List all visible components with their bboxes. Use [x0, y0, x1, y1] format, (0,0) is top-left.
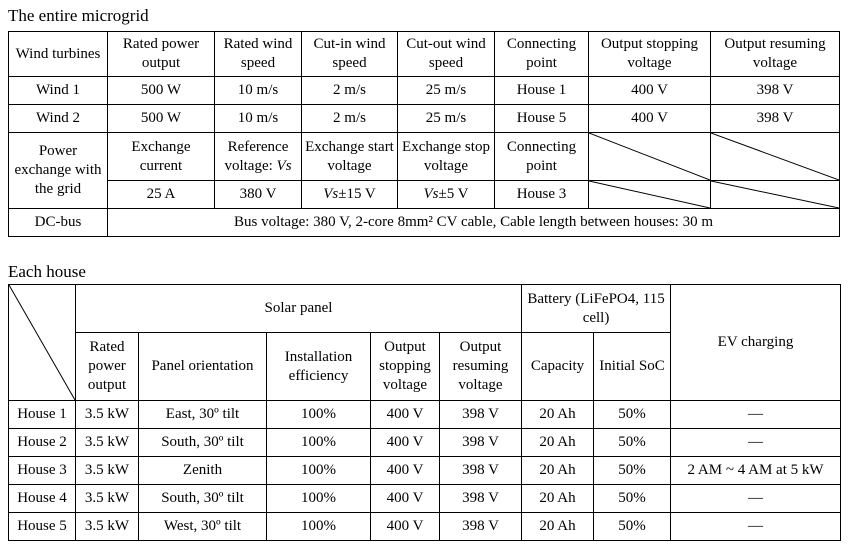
cell: 100% — [267, 429, 371, 457]
cell: House 5 — [9, 513, 76, 541]
cell: House 1 — [9, 401, 76, 429]
cell: 400 V — [371, 513, 440, 541]
microgrid-title: The entire microgrid — [8, 6, 149, 25]
house-row — [9, 457, 841, 485]
house-row — [9, 429, 841, 457]
house-table — [8, 284, 841, 541]
subheader-cell: Initial SoC — [594, 333, 671, 401]
cell: House 3 — [495, 181, 589, 209]
header-cell: Connecting point — [495, 133, 589, 181]
cell: — — [671, 401, 841, 429]
cell: 100% — [267, 485, 371, 513]
cell: 400 V — [371, 485, 440, 513]
cell: 380 V — [215, 181, 302, 209]
empty-slash-cell — [589, 181, 711, 209]
house-title: Each house — [8, 262, 86, 281]
ev-charging-header: EV charging — [671, 285, 841, 401]
diagonal-line — [589, 181, 710, 208]
diagonal-line — [589, 133, 710, 180]
header-cell: Exchange start voltage — [302, 133, 398, 181]
wind-row — [9, 77, 840, 105]
empty-slash-cell — [589, 133, 711, 181]
cell: 398 V — [440, 429, 522, 457]
house-row — [9, 513, 841, 541]
header-cell: Connecting point — [495, 32, 589, 77]
header-cell: Cut-in wind speed — [302, 32, 398, 77]
header-cell: Exchange stop voltage — [398, 133, 495, 181]
cell: Zenith — [139, 457, 267, 485]
cell: 500 W — [108, 77, 215, 105]
cell: 25 m/s — [398, 77, 495, 105]
header-cell: Exchange current — [108, 133, 215, 181]
diagonal-line — [711, 133, 839, 180]
cell: East, 30º tilt — [139, 401, 267, 429]
cell: Wind 2 — [9, 105, 108, 133]
subheader-cell: Output resuming voltage — [440, 333, 522, 401]
cell: — — [671, 485, 841, 513]
cell: 10 m/s — [215, 105, 302, 133]
subheader-cell: Output stopping voltage — [371, 333, 440, 401]
cell: 20 Ah — [522, 429, 594, 457]
header-cell: Output resuming voltage — [711, 32, 840, 77]
cell: 2 AM ~ 4 AM at 5 kW — [671, 457, 841, 485]
grid-value-row — [9, 181, 840, 209]
cell: 50% — [594, 513, 671, 541]
vs-symbol: Vs — [423, 186, 439, 202]
cell: 398 V — [711, 105, 840, 133]
cell: 20 Ah — [522, 513, 594, 541]
cell: 400 V — [371, 429, 440, 457]
grid-label: Power exchange with the grid — [9, 133, 108, 209]
empty-slash-cell — [711, 133, 840, 181]
cell: 25 m/s — [398, 105, 495, 133]
cell: — — [671, 429, 841, 457]
cell: 398 V — [440, 401, 522, 429]
cell: House 2 — [9, 429, 76, 457]
cell: House 3 — [9, 457, 76, 485]
cell: South, 30º tilt — [139, 429, 267, 457]
cell: 400 V — [371, 401, 440, 429]
empty-slash-cell — [711, 181, 840, 209]
diagonal-line — [711, 181, 839, 208]
cell: 20 Ah — [522, 401, 594, 429]
dcbus-value: Bus voltage: 380 V, 2-core 8mm² CV cable, Cable length between houses: 30 m — [108, 209, 840, 237]
cell: Wind 1 — [9, 77, 108, 105]
cell — [398, 181, 495, 209]
cell: House 5 — [495, 105, 589, 133]
cell: 20 Ah — [522, 457, 594, 485]
dcbus-label: DC-bus — [9, 209, 108, 237]
cell: 398 V — [711, 77, 840, 105]
cell: South, 30º tilt — [139, 485, 267, 513]
cell: 100% — [267, 457, 371, 485]
microgrid-table — [8, 31, 840, 237]
cell: 3.5 kW — [76, 513, 139, 541]
cell: 2 m/s — [302, 77, 398, 105]
battery-header: Battery (LiFePO4, 115 cell) — [522, 285, 671, 333]
header-cell: Cut-out wind speed — [398, 32, 495, 77]
grid-header-row — [9, 133, 840, 181]
cell: 100% — [267, 401, 371, 429]
house-header-row — [9, 285, 841, 333]
wind-row — [9, 105, 840, 133]
house-row — [9, 401, 841, 429]
house-row — [9, 485, 841, 513]
cell: House 1 — [495, 77, 589, 105]
cell: 10 m/s — [215, 77, 302, 105]
header-cell — [215, 133, 302, 181]
cell: 50% — [594, 457, 671, 485]
solar-panel-header: Solar panel — [76, 285, 522, 333]
subheader-cell: Installation efficiency — [267, 333, 371, 401]
subheader-cell: Capacity — [522, 333, 594, 401]
cell: 50% — [594, 429, 671, 457]
cell: 3.5 kW — [76, 401, 139, 429]
vs-symbol: Vs — [323, 186, 339, 202]
cell: 50% — [594, 401, 671, 429]
header-cell: Rated power output — [108, 32, 215, 77]
subheader-cell: Rated power output — [76, 333, 139, 401]
cell: 3.5 kW — [76, 485, 139, 513]
cell: 50% — [594, 485, 671, 513]
cell: 20 Ah — [522, 485, 594, 513]
header-cell: Wind turbines — [9, 32, 108, 77]
cell: — — [671, 513, 841, 541]
cell: 3.5 kW — [76, 429, 139, 457]
cell: House 4 — [9, 485, 76, 513]
dcbus-row — [9, 209, 840, 237]
cell: West, 30º tilt — [139, 513, 267, 541]
cell: 400 V — [589, 77, 711, 105]
header-cell: Rated wind speed — [215, 32, 302, 77]
microgrid-header-row — [9, 32, 840, 77]
start-tolerance: ±15 V — [338, 186, 376, 202]
cell: 2 m/s — [302, 105, 398, 133]
cell: 400 V — [371, 457, 440, 485]
corner-slash-cell — [9, 285, 76, 401]
cell: 100% — [267, 513, 371, 541]
cell: 400 V — [589, 105, 711, 133]
ref-voltage-label: Reference voltage: — [224, 138, 289, 174]
cell: 398 V — [440, 485, 522, 513]
stop-tolerance: ±5 V — [438, 186, 469, 202]
cell: 25 A — [108, 181, 215, 209]
header-cell: Output stopping voltage — [589, 32, 711, 77]
cell: 3.5 kW — [76, 457, 139, 485]
cell: 398 V — [440, 513, 522, 541]
cell — [302, 181, 398, 209]
subheader-cell: Panel orientation — [139, 333, 267, 401]
cell: 500 W — [108, 105, 215, 133]
cell: 398 V — [440, 457, 522, 485]
vs-symbol: Vs — [276, 157, 292, 174]
diagonal-line — [9, 285, 75, 400]
